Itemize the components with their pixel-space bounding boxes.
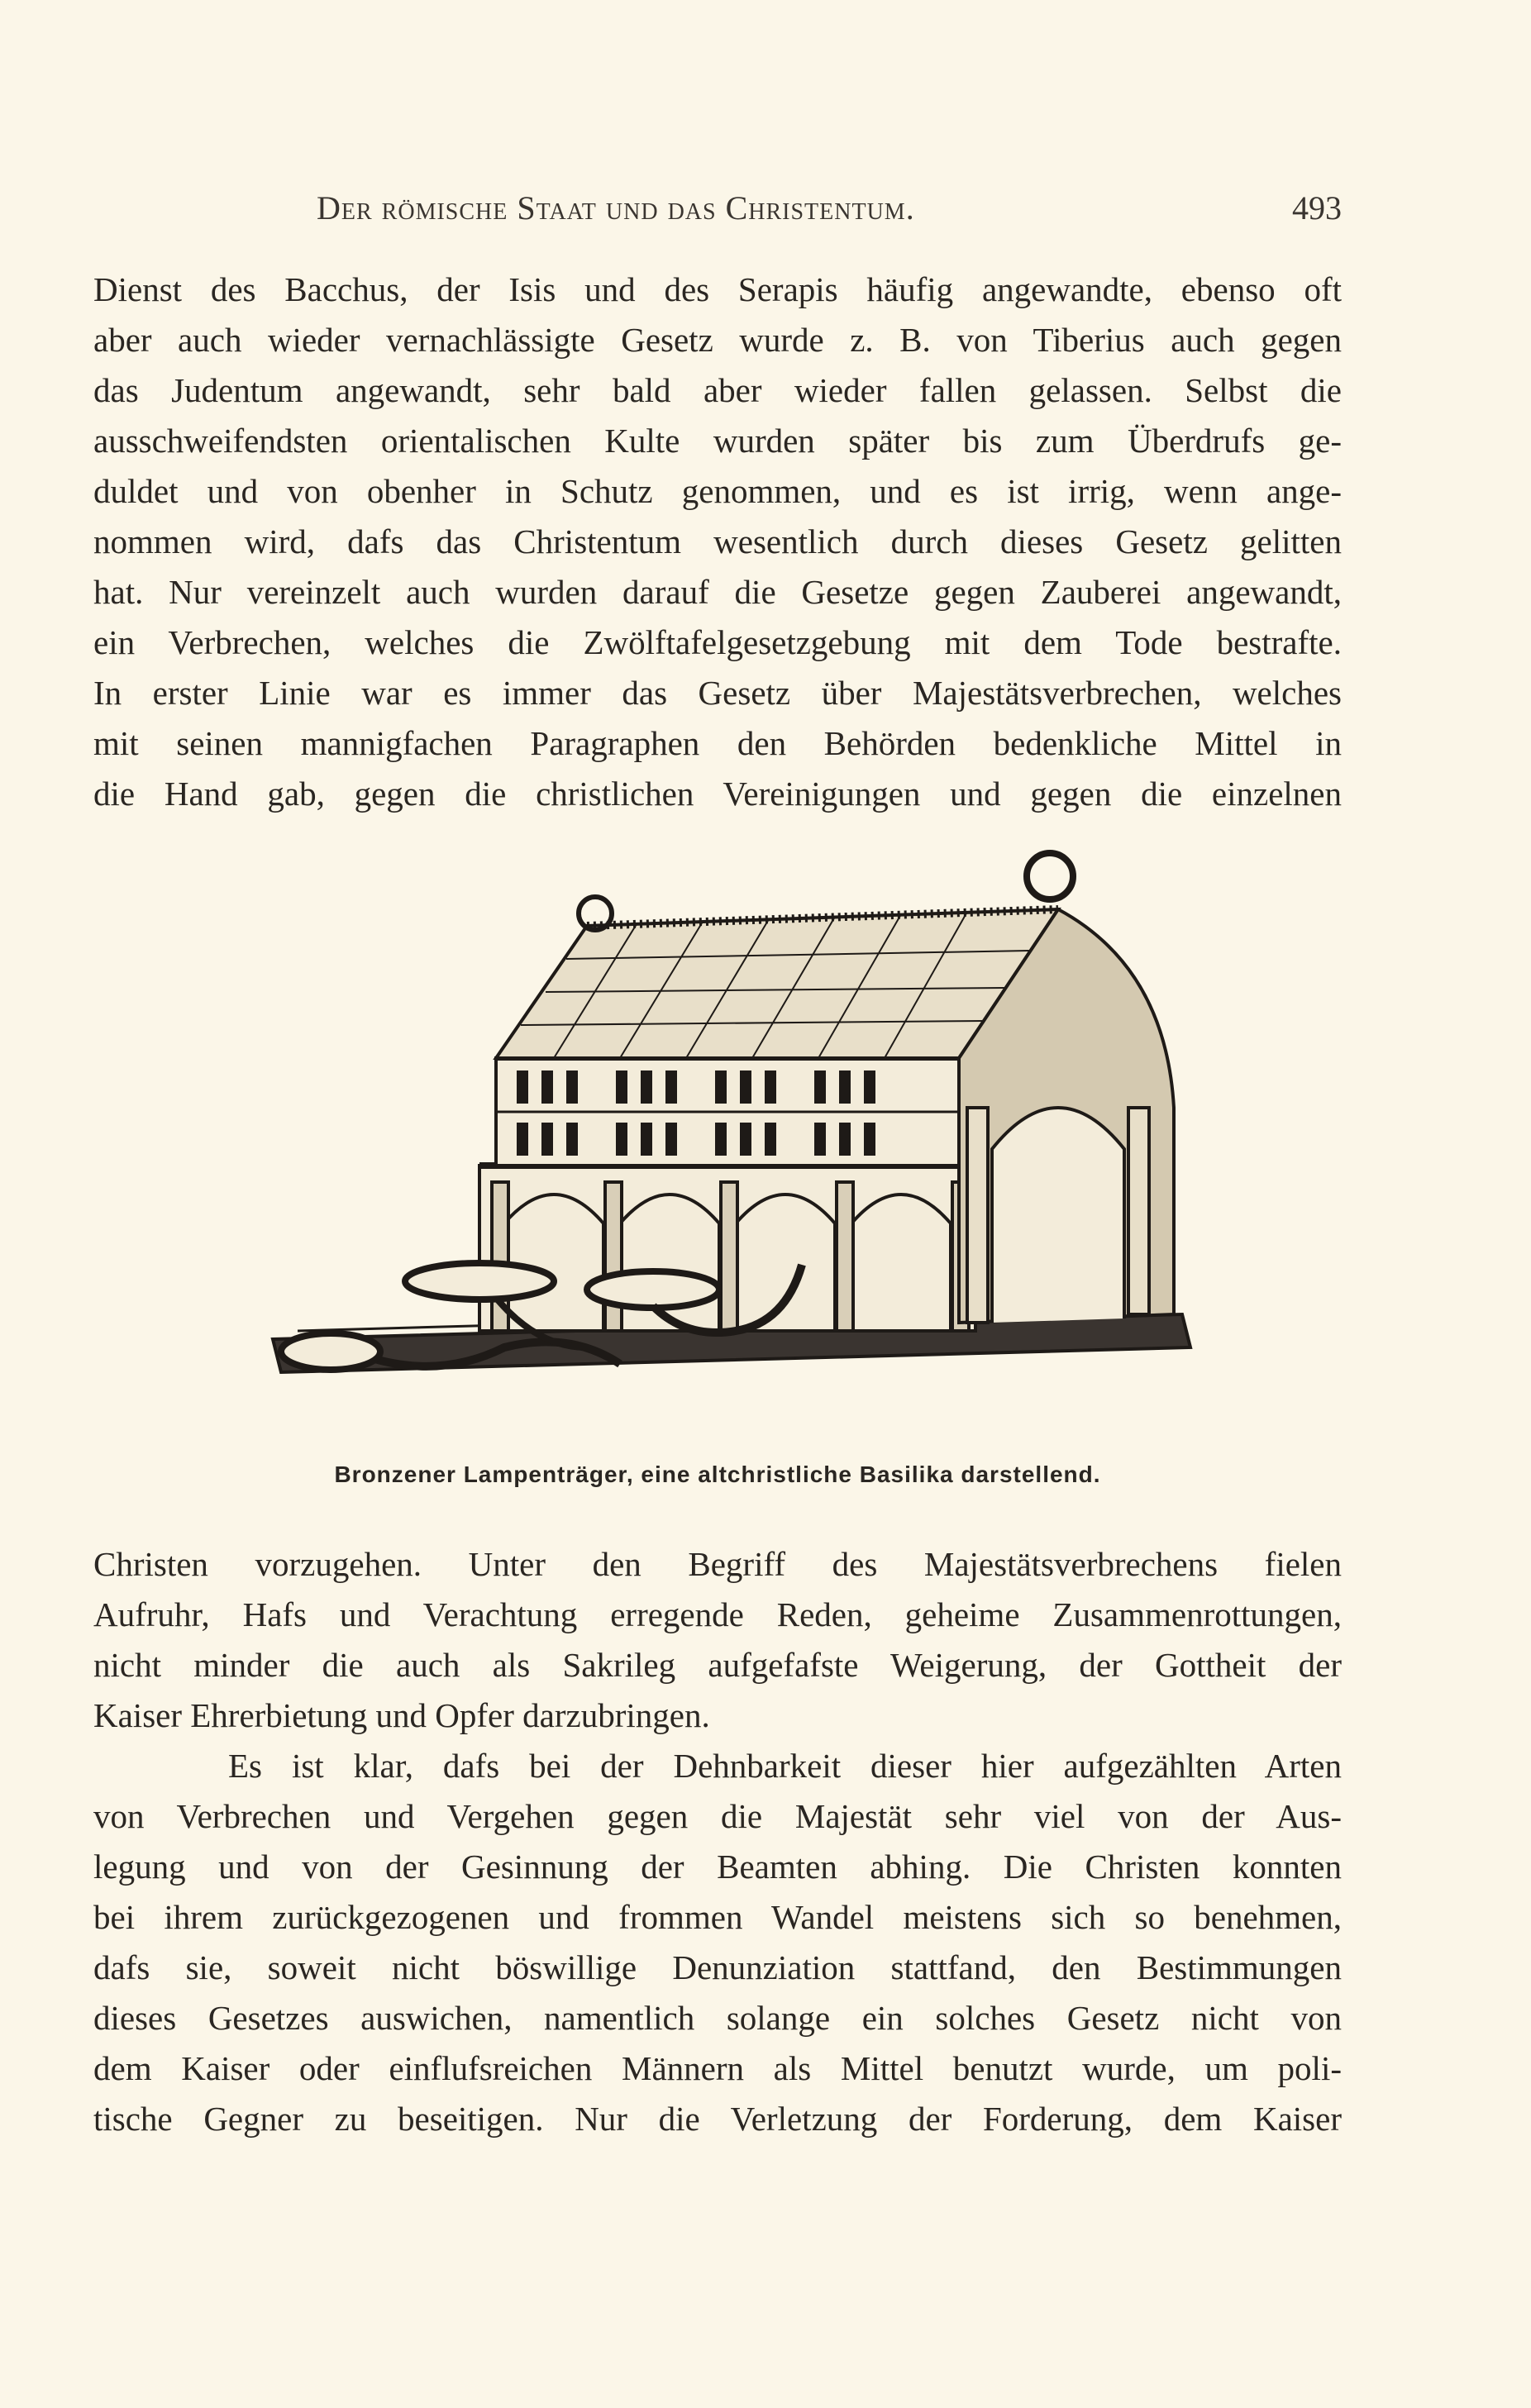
text-line: ausschweifendsten orientalischen Kulte wurden später bis zum Überdrufs ge-	[93, 422, 1342, 460]
basilica-lamp-illustration	[223, 835, 1215, 1405]
text-line: bei ihrem zurückgezogenen und frommen Wandel meistens sich so benehmen,	[93, 1898, 1342, 1936]
text-line: Dienst des Bacchus, der Isis und des Serapis häufig angewandte, ebenso oft	[93, 270, 1342, 308]
text-line: Christen vorzugehen. Unter den Begriff des Majestätsverbrechens fielen	[93, 1545, 1342, 1583]
text-line: dafs sie, soweit nicht böswillige Denunziation stattfand, den Bestimmungen	[93, 1948, 1342, 1986]
text-line: aber auch wieder vernachlässigte Gesetz wurde z. B. von Tiberius auch gegen	[93, 321, 1342, 359]
page-number: 493	[1292, 189, 1342, 226]
text-line: legung und von der Gesinnung der Beamten abhing. Die Christen konnten	[93, 1848, 1342, 1886]
text-line: nommen wird, dafs das Christentum wesentlich durch dieses Gesetz gelitten	[93, 522, 1342, 560]
text-line: duldet und von obenher in Schutz genommen, und es ist irrig, wenn ange-	[93, 472, 1342, 510]
text-line: ein Verbrechen, welches die Zwölftafelgesetzgebung mit dem Tode bestrafte.	[93, 623, 1342, 661]
text-line: nicht minder die auch als Sakrileg aufgefafste Weigerung, der Gottheit der	[93, 1646, 1342, 1684]
text-line: In erster Linie war es immer das Gesetz über Majestätsverbrechen, welches	[93, 674, 1342, 712]
basilica-lamp-drawing	[223, 835, 1215, 1405]
text-line: tische Gegner zu beseitigen. Nur die Verletzung der Forderung, dem Kaiser	[93, 2100, 1342, 2138]
text-line: dem Kaiser oder einflufsreichen Männern als Mittel benutzt wurde, um poli-	[93, 2049, 1342, 2087]
text-line: das Judentum angewandt, sehr bald aber wieder fallen gelassen. Selbst die	[93, 371, 1342, 409]
text-line: mit seinen mannigfachen Paragraphen den Behörden bedenkliche Mittel in	[93, 724, 1342, 762]
text-line: dieses Gesetzes auswichen, namentlich solange ein solches Gesetz nicht von	[93, 1999, 1342, 2037]
text-line: Kaiser Ehrerbietung und Opfer darzubringen.	[93, 1696, 710, 1734]
text-line: von Verbrechen und Vergehen gegen die Majestät sehr viel von der Aus-	[93, 1797, 1342, 1835]
text-line: Es ist klar, dafs bei der Dehnbarkeit dieser hier aufgezählten Arten	[228, 1747, 1342, 1785]
running-title: Der römische Staat und das Christentum.	[317, 189, 915, 226]
paragraph-bottom	[93, 1539, 1342, 2144]
running-head	[93, 188, 1342, 238]
text-line: Aufruhr, Hafs und Verachtung erregende Reden, geheime Zusammenrottungen,	[93, 1595, 1342, 1633]
text-line: die Hand gab, gegen die christlichen Vereinigungen und gegen die einzelnen	[93, 775, 1342, 813]
paragraph-top	[93, 265, 1342, 819]
text-line: hat. Nur vereinzelt auch wurden darauf die Gesetze gegen Zauberei angewandt,	[93, 573, 1342, 611]
figure-caption: Bronzener Lampenträger, eine altchristliche Basilika darstellend.	[334, 1461, 1101, 1487]
